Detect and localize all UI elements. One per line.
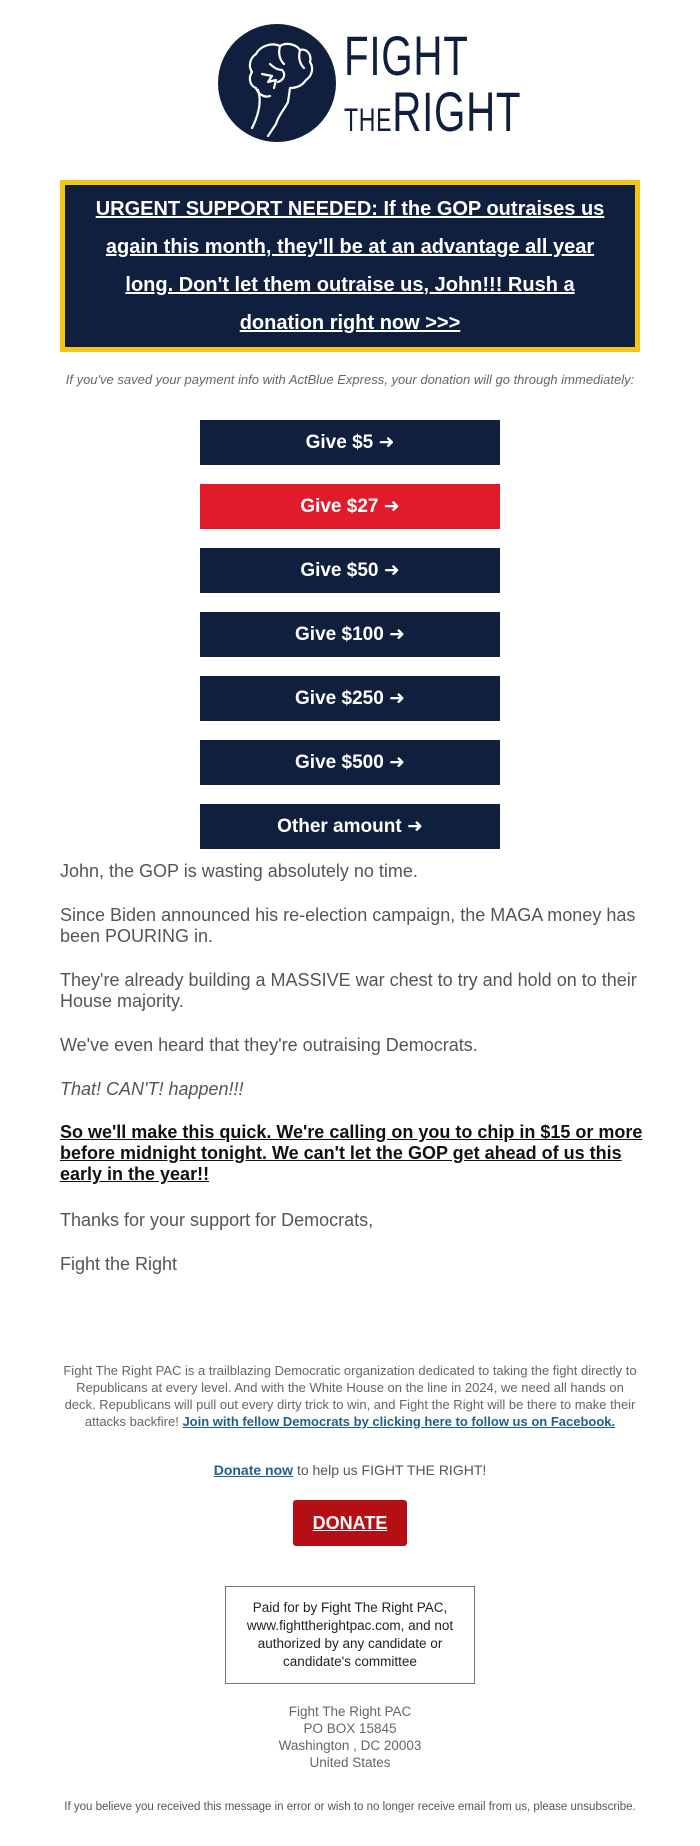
give-250-button[interactable]: Give $250 ➜ bbox=[200, 676, 500, 721]
address-org: Fight The Right PAC bbox=[288, 1704, 412, 1719]
actblue-express-note: If you've saved your payment info with ActBlue Express, your donation will go through immediately: bbox=[65, 372, 635, 387]
logo-wordmark bbox=[344, 24, 590, 143]
give-50-button[interactable]: Give $50 ➜ bbox=[200, 548, 500, 593]
chip-in-donation-link[interactable]: So we'll make this quick. We're calling on you to chip in $15 or more before midnight tonight. We can't let the GOP get ahead of us this early in the year!! bbox=[60, 1122, 643, 1184]
footer-blurb-text: Fight The Right PAC is a trailblazing Democratic organization dedicated to taking the fight directly to Republicans at every level. And with the White House on the line in 2024, we need all hands on deck. Republicans will pull out every dirty trick to win, and Fight the Right will be there to make their attacks backfire! bbox=[63, 1363, 637, 1429]
message-paragraph-4: We've even heard that they're outraising Democrats. bbox=[60, 1035, 478, 1055]
message-paragraph-5: That! CAN'T! happen!!! bbox=[60, 1079, 244, 1099]
other-amount-button[interactable]: Other amount ➜ bbox=[200, 804, 500, 849]
logo-line-the-right bbox=[344, 80, 522, 143]
message-paragraph-3: They're already building a MASSIVE war chest to try and hold on to their House majority. bbox=[60, 970, 637, 1011]
give-27-button[interactable]: Give $27 ➜ bbox=[200, 484, 500, 529]
urgent-donation-link[interactable]: URGENT SUPPORT NEEDED: If the GOP outraises us again this month, they'll be at an advantage all year long. Don't let them outraise us, John!!! Rush a donation right now >>> bbox=[95, 198, 605, 334]
message-signature: Fight the Right bbox=[60, 1254, 178, 1274]
mailing-address bbox=[60, 1703, 640, 1771]
urgent-support-banner bbox=[60, 180, 640, 352]
donate-now-link[interactable]: Donate now bbox=[213, 1462, 294, 1478]
give-100-button[interactable]: Give $100 ➜ bbox=[200, 612, 500, 657]
address-city: Washington , DC 20003 bbox=[278, 1738, 422, 1753]
unsubscribe-notice[interactable]: If you believe you received this message in error or wish to no longer receive email from us, please unsubscribe. bbox=[64, 1801, 636, 1813]
give-500-button[interactable]: Give $500 ➜ bbox=[200, 740, 500, 785]
address-country: United States bbox=[309, 1755, 391, 1770]
logo-line-fight: FIGHT bbox=[344, 24, 469, 87]
logo-word-right: RIGHT bbox=[392, 80, 522, 143]
footer-about-text bbox=[60, 1362, 640, 1430]
donate-now-line bbox=[60, 1462, 640, 1478]
facebook-follow-link[interactable]: Join with fellow Democrats by clicking here to follow us on Facebook. bbox=[182, 1414, 616, 1429]
message-paragraph-2: Since Biden announced his re-election campaign, the MAGA money has been POURING in. bbox=[60, 905, 636, 946]
paid-for-disclaimer: Paid for by Fight The Right PAC, www.fighttherightpac.com, and not authorized by any candidate or candidate's committee bbox=[225, 1586, 475, 1684]
donate-now-suffix: to help us FIGHT THE RIGHT! bbox=[293, 1462, 487, 1478]
raised-fist-icon bbox=[218, 24, 336, 142]
message-closing: Thanks for your support for Democrats, bbox=[60, 1210, 374, 1230]
give-5-button[interactable]: Give $5 ➜ bbox=[200, 420, 500, 465]
message-paragraph-1: John, the GOP is wasting absolutely no time. bbox=[60, 861, 418, 881]
logo-word-the: THE bbox=[344, 102, 393, 138]
donate-button[interactable]: DONATE bbox=[293, 1500, 407, 1546]
fight-the-right-logo bbox=[218, 22, 522, 146]
address-po-box: PO BOX 15845 bbox=[303, 1721, 397, 1736]
